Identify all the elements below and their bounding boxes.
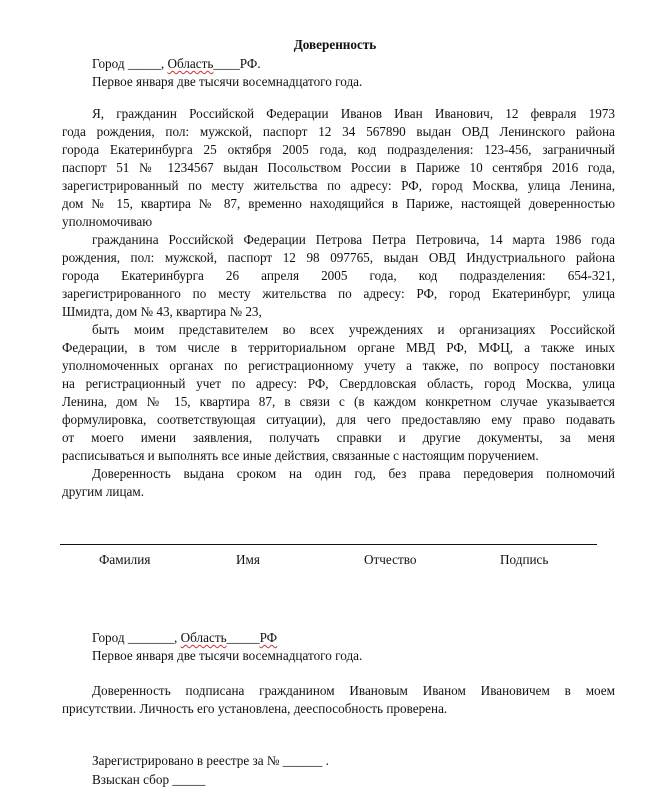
principal-line: года рождения, пол: мужской, паспорт 12 34 567890 выдан ОВД Ленинского района bbox=[62, 124, 615, 139]
principal-line: уполномочиваю bbox=[62, 214, 153, 229]
city-prefix: Город _______, bbox=[92, 630, 178, 645]
agent-line: Шмидта, дом № 43, квартира № 23, bbox=[62, 304, 262, 319]
term-line: Доверенность выдана сроком на один год, без права передоверия полномочий bbox=[92, 466, 615, 481]
principal-line: зарегистрированный по месту жительства по адресу: РФ, город Москва, улица Ленина, bbox=[62, 178, 615, 193]
country-label: РФ bbox=[259, 630, 278, 645]
powers-line: расписываться и выполнять все иные действия, связанные с настоящим поручением. bbox=[62, 448, 539, 463]
agent-line: зарегистрированного по месту жительства по адресу: РФ, город Екатеринбург, улица bbox=[62, 286, 615, 301]
city-region-line-notary bbox=[92, 629, 277, 646]
principal-line: Я, гражданин Российской Федерации Иванов Иван Иванович, 12 февраля 1973 bbox=[92, 106, 615, 121]
powers-line: на регистрационный учет по адресу: РФ, Свердловская область, город Москва, улица bbox=[62, 376, 615, 391]
registry-line: Зарегистрировано в реестре за № ______ . bbox=[92, 753, 329, 768]
agent-line: города Екатеринбурга 26 апреля 2005 года, код подразделения: 654-321, bbox=[62, 268, 615, 283]
powers-line: Федерации, в том числе в территориальном органе МВД РФ, МФЦ, а также иных bbox=[62, 340, 615, 355]
powers-line: Ленина, дом № 15, квартира 87, в связи с (в каждом конкретном случае указывается bbox=[62, 394, 615, 409]
fee-line: Взыскан сбор _____ bbox=[92, 772, 206, 787]
region-blank: _____ bbox=[226, 630, 260, 645]
country-label: РФ. bbox=[239, 56, 261, 71]
region-blank: ____ bbox=[213, 56, 240, 71]
city-region-line bbox=[92, 55, 261, 72]
agent-line: рождения, пол: мужской, паспорт 12 98 097765, выдан ОВД Индустриального района bbox=[62, 250, 615, 265]
name-label: Имя bbox=[236, 552, 260, 567]
date-line-notary: Первое января две тысячи восемнадцатого года. bbox=[92, 648, 363, 663]
powers-line: быть моим представителем во всех учреждениях и организациях Российской bbox=[92, 322, 615, 337]
region-label: Область bbox=[167, 56, 214, 71]
notary-line: Доверенность подписана гражданином Ивановым Иваном Ивановичем в моем bbox=[92, 683, 615, 698]
powers-line: формулировка, соответствующая ситуации), для чего предоставляю ему право подавать bbox=[62, 412, 615, 427]
document-title: Доверенность bbox=[293, 37, 377, 52]
principal-line: города Екатеринбурга 25 октября 2005 года, код подразделения: 123-456, заграничный bbox=[62, 142, 615, 157]
surname-label: Фамилия bbox=[99, 552, 151, 567]
agent-line: гражданина Российской Федерации Петрова Петра Петровича, 14 марта 1986 года bbox=[92, 232, 615, 247]
principal-line: дом № 15, квартира № 87, временно находящийся в Париже, настоящей доверенностью bbox=[62, 196, 615, 211]
term-line: другим лицам. bbox=[62, 484, 145, 499]
principal-line: паспорт 51 № 1234567 выдан Посольством России в Париже 10 сентября 2016 года, bbox=[62, 160, 615, 175]
region-label: Область bbox=[180, 630, 227, 645]
signature-rule bbox=[60, 544, 597, 545]
patronymic-label: Отчество bbox=[364, 552, 417, 567]
powers-line: от моего имени заявления, получать справки и другие документы, за меня bbox=[62, 430, 615, 445]
signature-label: Подпись bbox=[500, 552, 549, 567]
city-prefix: Город _____, bbox=[92, 56, 165, 71]
date-line: Первое января две тысячи восемнадцатого года. bbox=[92, 74, 363, 89]
powers-line: уполномоченных органах по регистрационному учету а также, по вопросу постановки bbox=[62, 358, 615, 373]
notary-line: присутствии. Личность его установлена, дееспособность проверена. bbox=[62, 701, 448, 716]
